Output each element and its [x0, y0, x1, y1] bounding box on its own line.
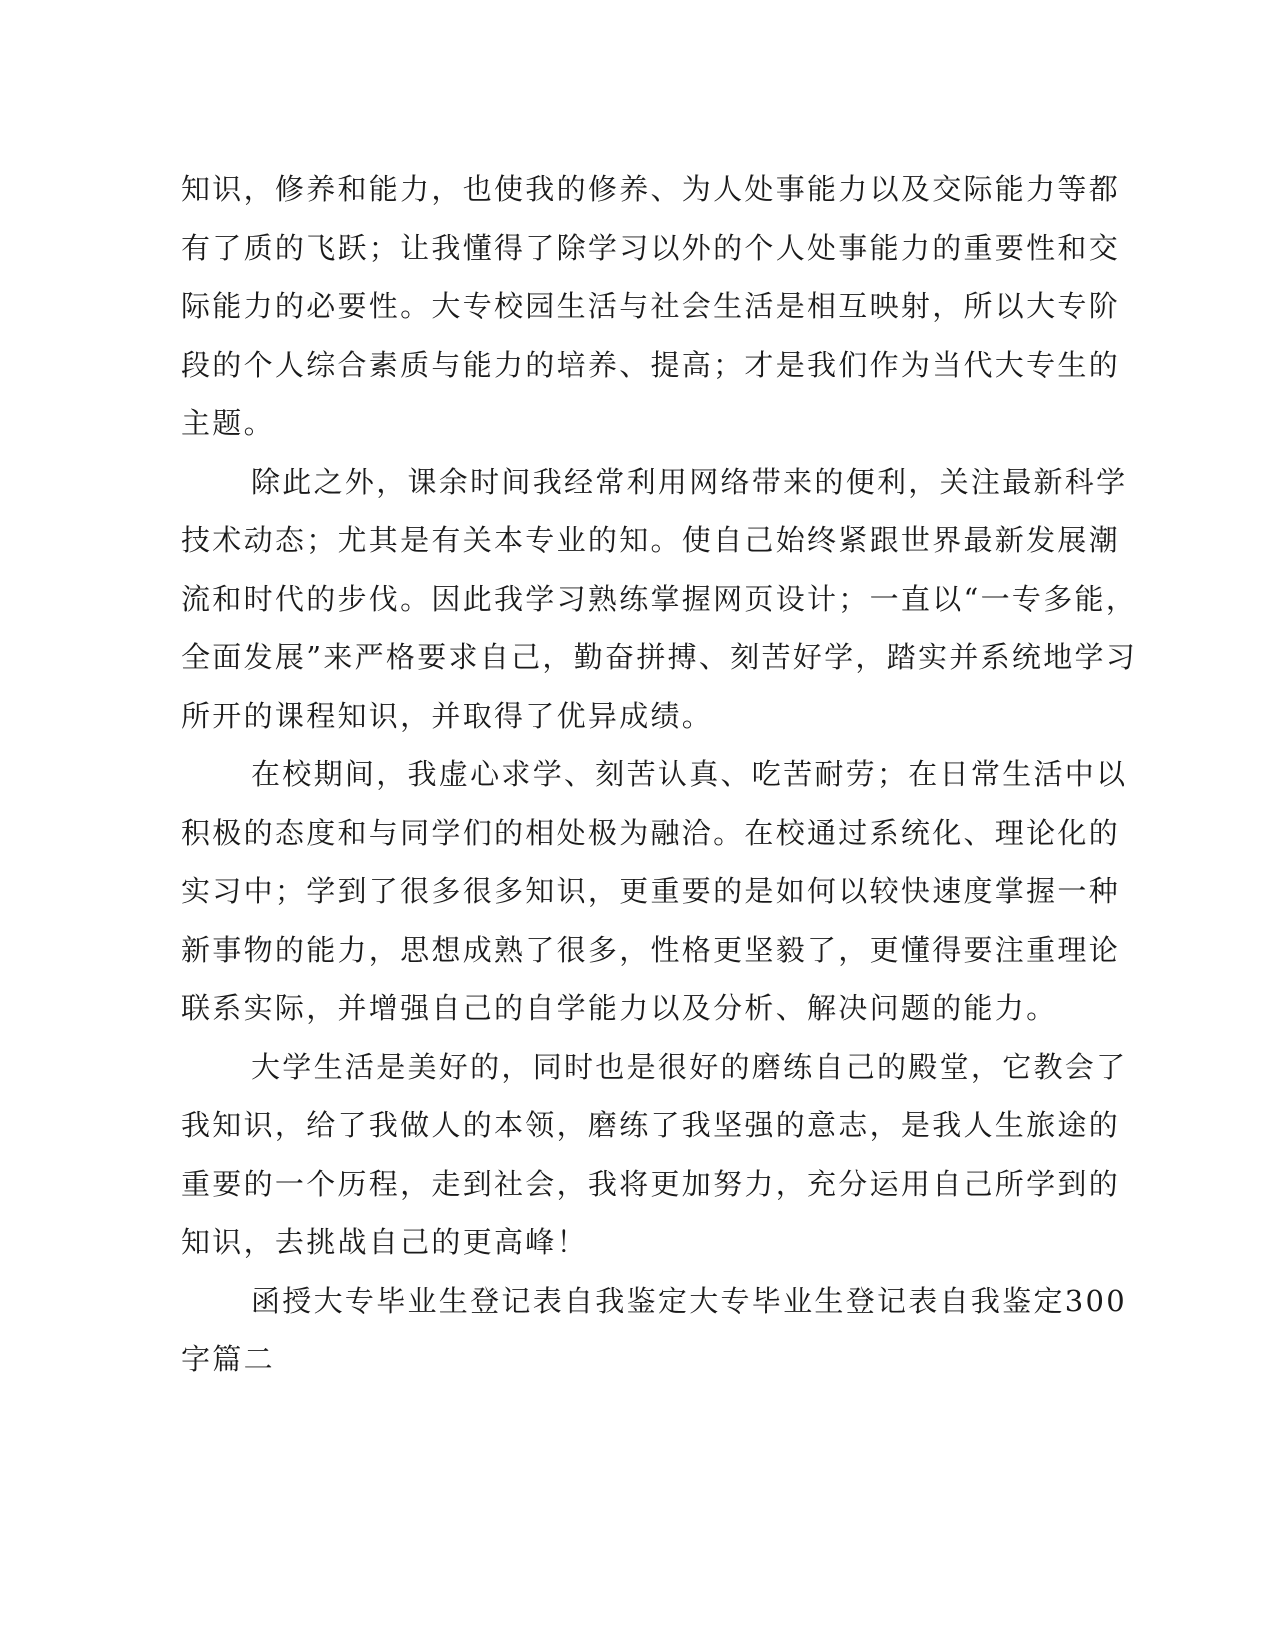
paragraph-4: [181, 1038, 1128, 1272]
text-line: 字篇二: [181, 1342, 275, 1376]
text-line: 重要的一个历程，走到社会，我将更加努力，充分运用自己所学到的: [181, 1166, 1121, 1201]
body-text: [181, 160, 1138, 1389]
text-line: 实习中；学到了很多很多知识，更重要的是如何以较快速度掌握一种: [181, 874, 1121, 908]
text-line: 我知识，给了我做人的本领，磨练了我坚强的意志，是我人生旅途的: [181, 1108, 1121, 1142]
text-line: 有了质的飞跃；让我懂得了除学习以外的个人处事能力的重要性和交: [181, 230, 1121, 265]
text-line: 联系实际，并增强自己的自学能力以及分析、解决问题的能力。: [181, 991, 1058, 1025]
text-line: 积极的态度和与同学们的相处极为融洽。在校通过系统化、理论化的: [181, 815, 1121, 850]
text-line: 知识，去挑战自己的更高峰！: [181, 1225, 588, 1259]
text-line: 大学生活是美好的，同时也是很好的磨练自己的殿堂，它教会了: [251, 1049, 1128, 1084]
paragraph-1: [181, 160, 1121, 453]
text-line: 主题。: [181, 406, 275, 440]
text-line: 全面发展”来严格要求自己，勤奋拼搏、刻苦好学，踏实并系统地学习: [181, 640, 1138, 674]
text-line: 知识，修养和能力，也使我的修养、为人处事能力以及交际能力等都: [181, 172, 1121, 206]
paragraph-2: [181, 453, 1138, 746]
paragraph-5: [181, 1272, 1128, 1389]
text-line: 新事物的能力，思想成熟了很多，性格更坚毅了，更懂得要注重理论: [181, 932, 1121, 967]
text-line: 函授大专毕业生登记表自我鉴定大专毕业生登记表自我鉴定300: [251, 1283, 1128, 1318]
text-line: 在校期间，我虚心求学、刻苦认真、吃苦耐劳；在日常生活中以: [251, 757, 1128, 791]
text-line: 段的个人综合素质与能力的培养、提高；才是我们作为当代大专生的: [181, 347, 1121, 382]
text-line: 际能力的必要性。大专校园生活与社会生活是相互映射，所以大专阶: [181, 289, 1121, 323]
text-line: 所开的课程知识，并取得了优异成绩。: [181, 698, 714, 733]
text-line: 技术动态；尤其是有关本专业的知。使自己始终紧跟世界最新发展潮: [181, 523, 1121, 557]
paragraph-3: [181, 745, 1128, 1038]
text-line: 流和时代的步伐。因此我学习熟练掌握网页设计；一直以“一专多能，: [181, 581, 1138, 616]
text-line: 除此之外，课余时间我经常利用网络带来的便利，关注最新科学: [251, 464, 1128, 499]
